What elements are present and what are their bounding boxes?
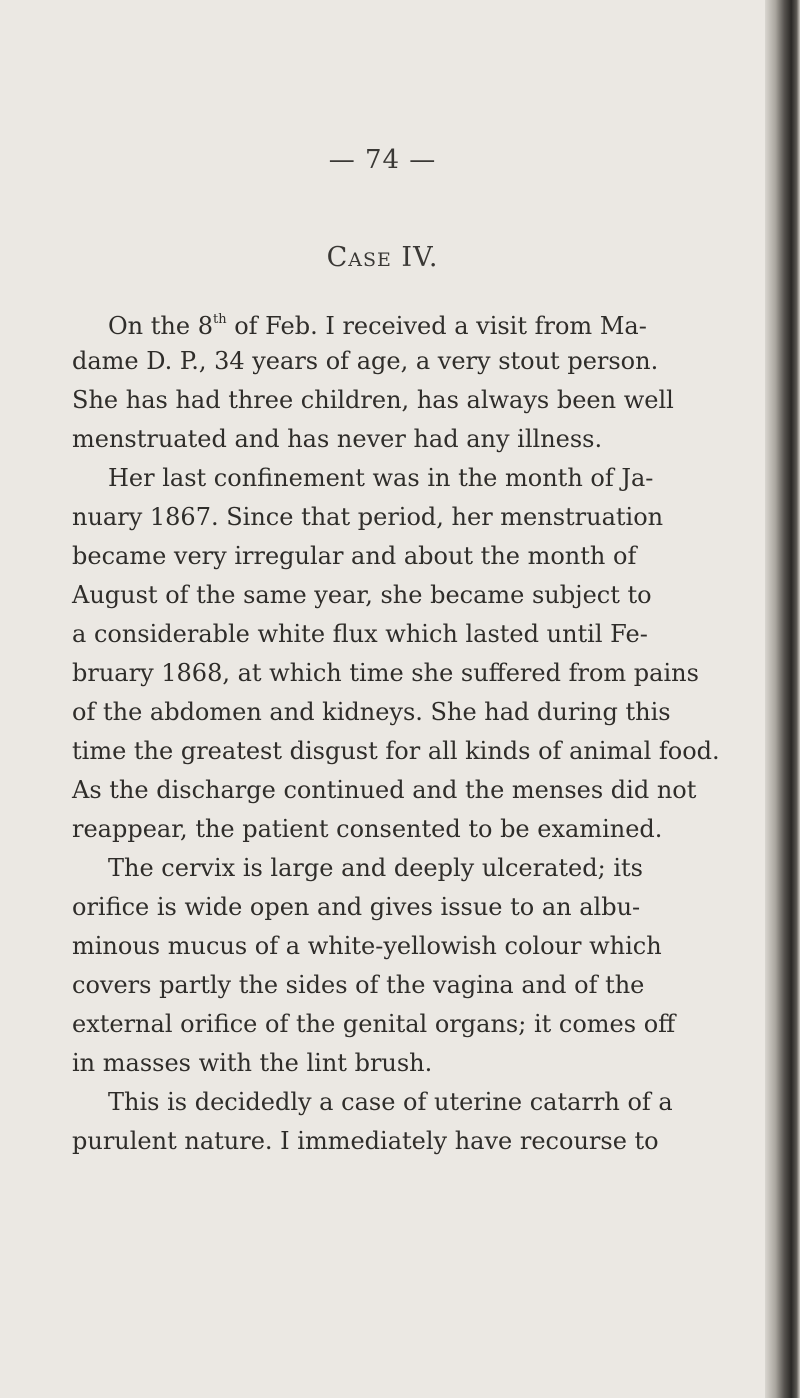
text-line: minous mucus of a white-yellowish colour which	[72, 932, 662, 960]
text-line: August of the same year, she became subject to	[72, 581, 652, 609]
text-line: external orifice of the genital organs; it comes off	[72, 1010, 676, 1038]
text-line: orifice is wide open and gives issue to an albu-	[72, 893, 641, 921]
text-line: time the greatest disgust for all kinds of animal food.	[72, 737, 720, 765]
text-line: dame D. P., 34 years of age, a very stout person.	[72, 347, 659, 375]
text-line: menstruated and has never had any illness.	[72, 425, 603, 453]
text-line: reappear, the patient consented to be examined.	[72, 815, 663, 843]
case-title: Case IV.	[326, 242, 439, 273]
text-line: This is decidedly a case of uterine catarrh of a	[108, 1088, 673, 1116]
text-line: a considerable white flux which lasted until Fe-	[72, 620, 648, 648]
text-line: As the discharge continued and the menses did not	[72, 776, 697, 804]
text-line: became very irregular and about the month of	[72, 542, 637, 570]
text-line: Her last confinement was in the month of Ja-	[108, 464, 654, 492]
text-line: The cervix is large and deeply ulcerated; its	[108, 854, 643, 882]
text-line: covers partly the sides of the vagina and of the	[72, 971, 645, 999]
text-line: On the 8th of Feb. I received a visit from Ma-	[108, 312, 647, 340]
text-line: bruary 1868, at which time she suffered from pains	[72, 659, 699, 687]
text-line: nuary 1867. Since that period, her menstruation	[72, 503, 664, 531]
page-number: — 74 —	[328, 145, 437, 175]
text-line: She has had three children, has always been well	[72, 386, 674, 414]
text-line: purulent nature. I immediately have recourse to	[72, 1127, 659, 1155]
text-line: of the abdomen and kidneys. She had during this	[72, 698, 671, 726]
book-spine-shadow	[765, 0, 800, 1398]
text-line: in masses with the lint brush.	[72, 1049, 433, 1077]
